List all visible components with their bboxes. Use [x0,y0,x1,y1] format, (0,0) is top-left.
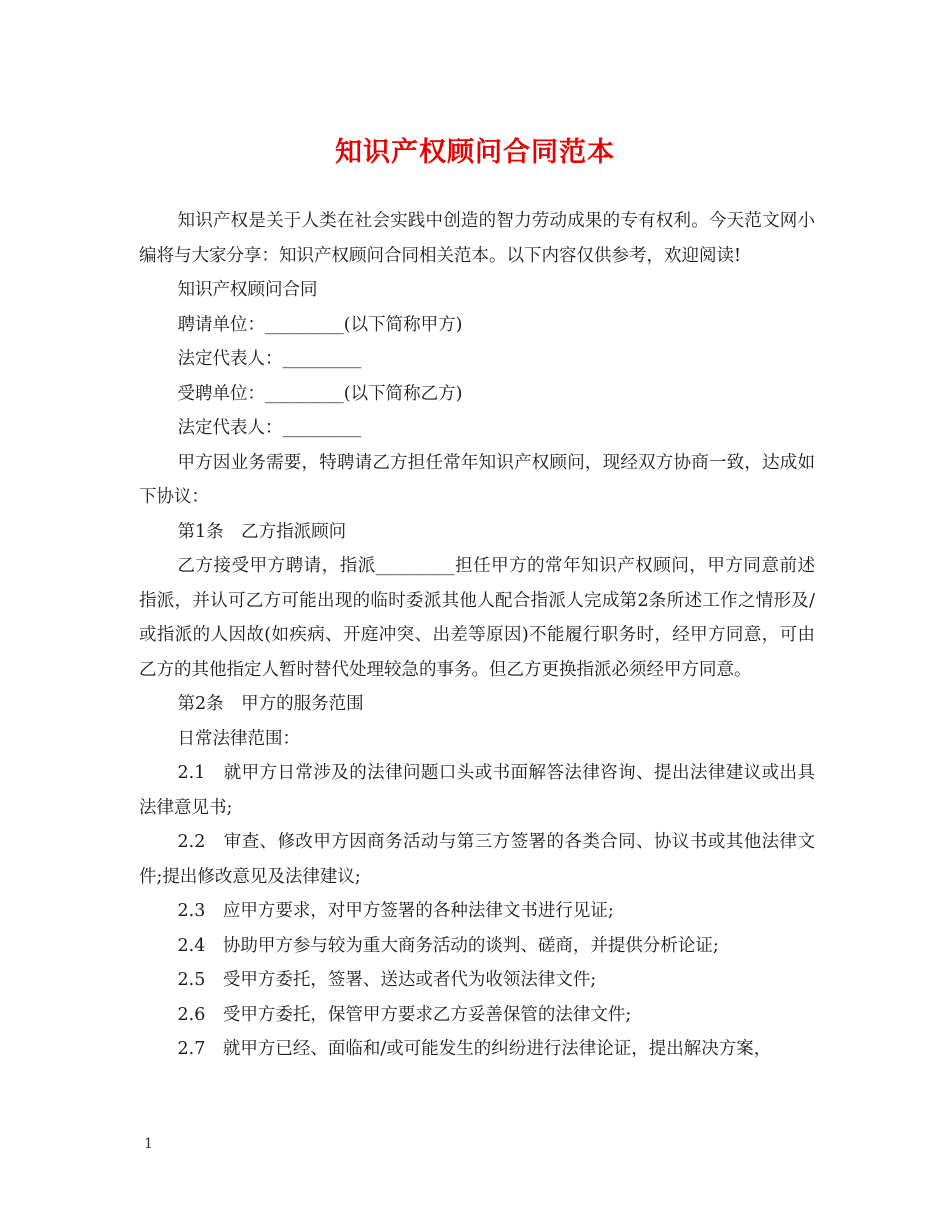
document-title: 知识产权顾问合同范本 [335,137,615,168]
page-number: 1 [144,1136,153,1152]
clause-2-2: 2.2 审查、修改甲方因商务活动与第三方签署的各类合同、协议书或其他法律文件;提出修改意见及法律建议; [139,832,815,887]
clause-2-4: 2.4 协助甲方参与较为重大商务活动的谈判、磋商，并提供分析论证; [177,935,719,956]
article-2-subheading: 日常法律范围： [177,728,300,749]
article-1-body: 乙方接受甲方聘请，指派_________担任甲方的常年知识产权顾问，甲方同意前述指派，并认可乙方可能出现的临时委派其他人配合指派人完成第2条所述工作之情形及/或指派的人因故(如疾病、开庭冲突、出差等原因)不能履行职务时，经甲方同意，可由乙方的其他指定人暂时替代处理较急的事务。但乙方更换指派必须经甲方同意。 [139,556,815,680]
paragraph-employer: 聘请单位：_________(以下简称甲方) [177,314,463,335]
paragraph-employer-representative: 法定代表人：_________ [177,349,362,369]
clause-2-3: 2.3 应甲方要求，对甲方签署的各种法律文书进行见证; [177,901,614,921]
clause-2-5: 2.5 受甲方委托，签署、送达或者代为收领法律文件; [177,970,597,990]
article-1-heading: 第1条 乙方指派顾问 [177,521,347,542]
paragraph-contract-name: 知识产权顾问合同 [177,280,318,300]
article-2-heading: 第2条 甲方的服务范围 [177,694,364,714]
document-body [139,204,815,1067]
clause-2-7: 2.7 就甲方已经、面临和/或可能发生的纠纷进行法律论证，提出解决方案， [177,1039,772,1059]
paragraph-employee-representative: 法定代表人：_________ [177,418,362,438]
clause-2-6: 2.6 受甲方委托，保管甲方要求乙方妥善保管的法律文件; [177,1004,632,1025]
paragraph-intro: 知识产权是关于人类在社会实践中创造的智力劳动成果的专有权利。今天范文网小编将与大家分享：知识产权顾问合同相关范本。以下内容仅供参考，欢迎阅读! [139,211,815,266]
clause-2-1: 2.1 就甲方日常涉及的法律问题口头或书面解答法律咨询、提出法律建议或出具法律意见书; [139,763,815,818]
paragraph-agreement: 甲方因业务需要，特聘请乙方担任常年知识产权顾问，现经双方协商一致，达成如下协议： [139,452,815,507]
paragraph-employee: 受聘单位：_________(以下简称乙方) [177,383,463,404]
